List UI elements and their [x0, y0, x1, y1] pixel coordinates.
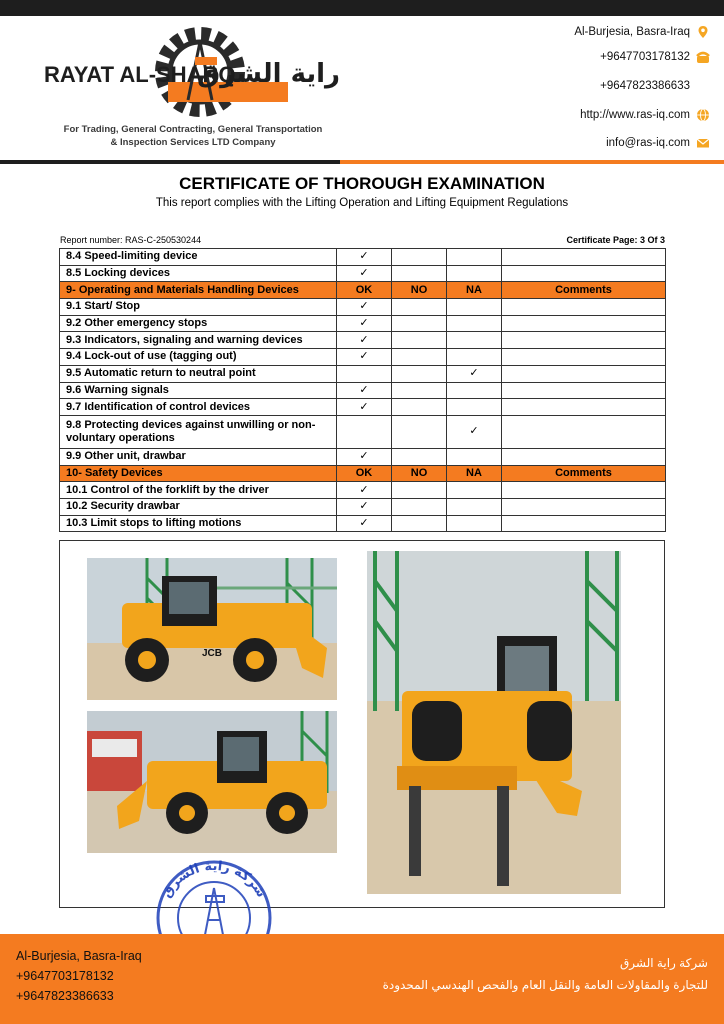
cell-no: [392, 349, 447, 366]
cell-comments: [502, 415, 666, 448]
item-label: 9.3 Indicators, signaling and warning devices: [60, 332, 337, 349]
header-divider: [0, 160, 724, 164]
cell-no: [392, 515, 447, 532]
cell-ok: ✓: [337, 448, 392, 465]
forklift-photo-rear: [87, 711, 337, 853]
forklift-photo-front: [367, 551, 621, 894]
phone-icon: [696, 50, 710, 64]
cell-comments: [502, 515, 666, 532]
cell-no: [392, 365, 447, 382]
cell-na: [447, 332, 502, 349]
footer-phone1: +9647703178132: [16, 969, 114, 983]
header-no: NO: [392, 465, 447, 482]
table-row: [60, 299, 666, 316]
cell-comments: [502, 399, 666, 416]
table-row: [60, 399, 666, 416]
item-label: 9.9 Other unit, drawbar: [60, 448, 337, 465]
item-label: 8.4 Speed-limiting device: [60, 249, 337, 266]
cell-na: [447, 448, 502, 465]
footer: [0, 934, 724, 1024]
item-label: 9.8 Protecting devices against unwilling or non-voluntary operations: [60, 415, 337, 448]
cell-na: [447, 349, 502, 366]
cell-no: [392, 315, 447, 332]
cell-ok: ✓: [337, 382, 392, 399]
cell-ok: ✓: [337, 265, 392, 282]
footer-company-ar: شركة راية الشرق: [619, 956, 708, 970]
cell-na: [447, 249, 502, 266]
item-label: 9.1 Start/ Stop: [60, 299, 337, 316]
cell-ok: ✓: [337, 399, 392, 416]
cell-ok: [337, 415, 392, 448]
cell-no: [392, 249, 447, 266]
cell-comments: [502, 498, 666, 515]
cell-na: [447, 498, 502, 515]
cell-comments: [502, 365, 666, 382]
cell-no: [392, 382, 447, 399]
footer-phone2: +9647823386633: [16, 989, 114, 1003]
contact-website: http://www.ras-iq.com: [580, 108, 710, 122]
cell-na: [447, 399, 502, 416]
contact-address: Al-Burjesia, Basra-Iraq: [574, 25, 710, 39]
item-label: 9.2 Other emergency stops: [60, 315, 337, 332]
cell-ok: ✓: [337, 299, 392, 316]
cell-comments: [502, 265, 666, 282]
header-no: NO: [392, 282, 447, 299]
top-bar: [0, 0, 724, 16]
cell-no: [392, 299, 447, 316]
item-label: 9.4 Lock-out of use (tagging out): [60, 349, 337, 366]
cell-na: [447, 299, 502, 316]
cell-ok: ✓: [337, 349, 392, 366]
table-row: [60, 482, 666, 499]
section-header-row: [60, 465, 666, 482]
cell-comments: [502, 382, 666, 399]
table-row: [60, 332, 666, 349]
cell-ok: ✓: [337, 249, 392, 266]
cell-na: [447, 265, 502, 282]
header-ok: OK: [337, 465, 392, 482]
header-comments: Comments: [502, 282, 666, 299]
footer-address: Al-Burjesia, Basra-Iraq: [16, 949, 142, 963]
footer-company-desc-ar: للتجارة والمقاولات العامة والنقل العام والفحص الهندسي المحدودة: [382, 978, 708, 992]
document-title: CERTIFICATE OF THOROUGH EXAMINATION: [179, 174, 545, 193]
table-row: [60, 365, 666, 382]
location-pin-icon: [696, 25, 710, 39]
cell-comments: [502, 299, 666, 316]
cell-no: [392, 448, 447, 465]
cell-no: [392, 415, 447, 448]
cell-comments: [502, 448, 666, 465]
cell-ok: ✓: [337, 515, 392, 532]
item-label: 10.3 Limit stops to lifting motions: [60, 515, 337, 532]
section-title: 9- Operating and Materials Handling Devices: [60, 282, 337, 299]
table-row: [60, 265, 666, 282]
jcb-decal: JCB: [202, 648, 223, 659]
table-row: [60, 315, 666, 332]
item-label: 10.2 Security drawbar: [60, 498, 337, 515]
header-na: NA: [447, 282, 502, 299]
cell-ok: ✓: [337, 332, 392, 349]
item-label: 10.1 Control of the forklift by the driver: [60, 482, 337, 499]
forklift-photo-side: [87, 558, 337, 700]
cell-comments: [502, 482, 666, 499]
header-comments: Comments: [502, 465, 666, 482]
item-label: 8.5 Locking devices: [60, 265, 337, 282]
section-header-row: [60, 282, 666, 299]
contact-phone1: +9647703178132: [600, 50, 710, 64]
stamp-text-ar: شركة راية الشرق: [159, 858, 269, 901]
header-ok: OK: [337, 282, 392, 299]
item-label: 9.5 Automatic return to neutral point: [60, 365, 337, 382]
company-tagline: For Trading, General Contracting, General Transportation & Inspection Services LTD Company: [63, 124, 323, 148]
email-icon: [696, 136, 710, 150]
cell-comments: [502, 315, 666, 332]
cell-comments: [502, 332, 666, 349]
report-number: Report number: RAS-C-250530244: [60, 235, 202, 245]
cell-na: [447, 482, 502, 499]
section-title: 10- Safety Devices: [60, 465, 337, 482]
table-row: [60, 349, 666, 366]
contact-email: info@ras-iq.com: [606, 136, 710, 150]
cell-no: [392, 332, 447, 349]
cell-ok: [337, 365, 392, 382]
logo-text-en: RAYAT AL-SHARQ: [44, 62, 236, 87]
cell-ok: ✓: [337, 498, 392, 515]
cell-comments: [502, 249, 666, 266]
examination-table: [59, 248, 666, 532]
cell-na: [447, 382, 502, 399]
item-label: 9.6 Warning signals: [60, 382, 337, 399]
cell-comments: [502, 349, 666, 366]
cell-no: [392, 265, 447, 282]
cell-no: [392, 498, 447, 515]
table-row: [60, 498, 666, 515]
cell-na: ✓: [447, 415, 502, 448]
svg-text:شركة راية الشرق: [159, 859, 268, 901]
table-row: [60, 448, 666, 465]
table-row: [60, 249, 666, 266]
globe-icon: [696, 108, 710, 122]
cell-ok: ✓: [337, 482, 392, 499]
cell-na: ✓: [447, 365, 502, 382]
cell-no: [392, 482, 447, 499]
logo-text-ar: راية الشرق: [196, 59, 340, 89]
cell-ok: ✓: [337, 315, 392, 332]
cell-na: [447, 515, 502, 532]
certificate-page: Certificate Page: 3 Of 3: [566, 235, 665, 245]
contact-phone2: +9647823386633: [600, 80, 690, 92]
header-na: NA: [447, 465, 502, 482]
cell-na: [447, 315, 502, 332]
item-label: 9.7 Identification of control devices: [60, 399, 337, 416]
table-row: [60, 515, 666, 532]
document-subtitle: This report complies with the Lifting Operation and Lifting Equipment Regulations: [155, 197, 569, 209]
table-row: [60, 415, 666, 448]
table-row: [60, 382, 666, 399]
cell-no: [392, 399, 447, 416]
